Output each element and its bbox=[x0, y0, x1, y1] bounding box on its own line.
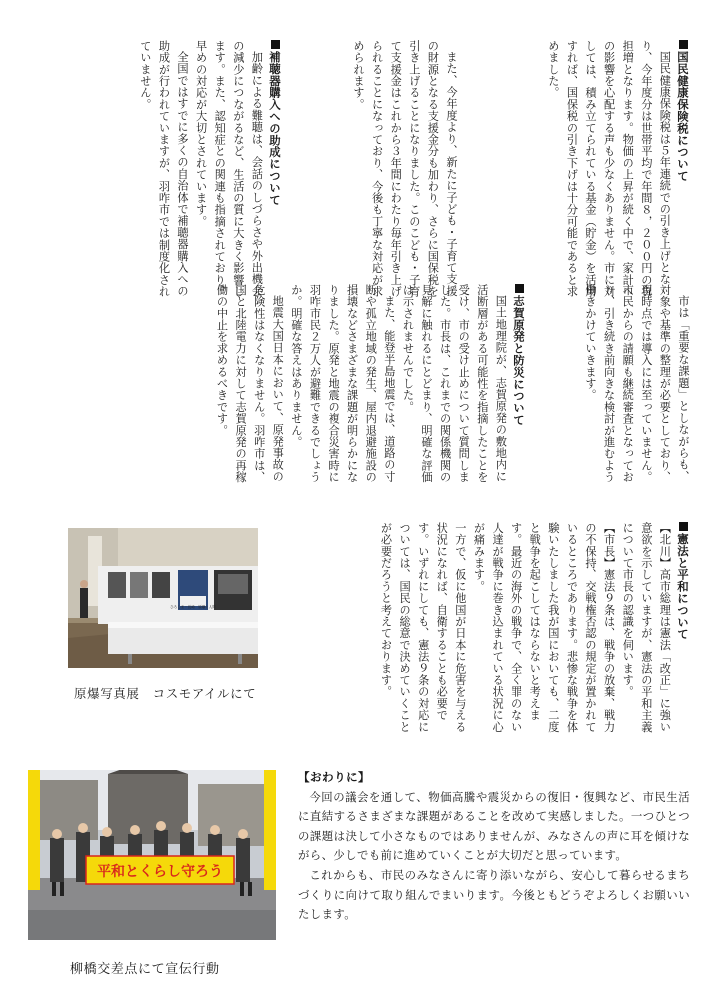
exhibit-photo bbox=[68, 528, 258, 668]
paragraph: 一方で、仮に他国が日本に危害を与える状況になれば、自衛することも必要です。いずれにしても、憲法９条の対応については、国民の総意で決めていくことが必要だろうと考えております。 bbox=[379, 522, 467, 733]
closing-paragraph: これからも、市民のみなさんに寄り添いながら、安心して暮らせるまちづくりに向けて取り組んでまいります。今後ともどうぞよろしくお願いいたします。 bbox=[298, 867, 690, 922]
paragraph: 地震大国日本において、原発事故の危険性はなくなりません。羽咋市は、国と北陸電力に対して志賀原発の再稼働の中止を求めるべきです。 bbox=[215, 284, 285, 483]
paragraph: 加齢による難聴は、会話のしづらさや外出機会の減少につながるなど、生活の質に大きく影響します。また、認知症との関連も指摘されており、早めの対応が大切とされています。 bbox=[194, 40, 264, 298]
section-constitution bbox=[296, 522, 692, 744]
rally-photo bbox=[28, 770, 276, 940]
rally-banner-text: 平和とくらし守ろう bbox=[97, 864, 223, 880]
paragraph: 市は「重要な課題」としながらも、対象や基準の整理が必要としており、現時点では導入には至っていません。市民からの請願も継続審査となっており、引き続き前向きな検討が進むよう働きかけていきます。 bbox=[584, 284, 690, 483]
paragraph: また、能登半島地震では、道路の寸断や孤立地域の発生、屋内退避施設の損壊などさまざまな課題が明らかになりました。原発と地震の複合災害時に羽咋市民２万人が避難できるでしょうか。明確な答えはありません。 bbox=[289, 284, 396, 483]
section-hearing-aid bbox=[44, 40, 284, 302]
paragraph: 国民健康保険税は５年連続での引き上げとなり、今年度分は世帯平均で年間８，２００円の負担増となります。物価の上昇が続く中で、家計への影響を心配する声も少なくありません。市に対しては、積み立てられている基金（貯金）を活用すれば、国保税の引き下げは十分可能であると求めました。 bbox=[546, 40, 672, 298]
section-shika-nuclear bbox=[96, 284, 528, 494]
section-title-hearing-aid: 補聴器購入への助成について bbox=[265, 40, 284, 302]
section-title-constitution: 憲法と平和について bbox=[673, 522, 692, 744]
paragraph: 全国ではすでに多くの自治体で補聴器購入への助成が行われていますが、羽咋市では制度化されていません。 bbox=[138, 40, 190, 298]
section-health-insurance bbox=[462, 40, 692, 302]
section-title-health-insurance: 国民健康保険税について bbox=[673, 40, 692, 302]
paragraph: 【北川】高市総理は憲法「改正」に強い意欲を示していますが、憲法の平和主義について市長の認識を伺います。 bbox=[621, 522, 672, 733]
paragraph: 【市長】憲法９条は、戦争の放棄、戦力の不保持、交戦権否認の規定が置かれているところであります。悲惨な戦争を体験いたしました我が国においても、二度と戦争を起こしてはならないと考えます。最近の海外の戦争で、全く罪のない人達が戦争に巻き込まれている状況に心が痛みます。 bbox=[472, 522, 616, 733]
closing-section bbox=[298, 768, 690, 925]
paragraph: 国土地理院が、志賀原発の敷地内に活断層がある可能性を指摘したことを受け、市の受け止めについて質問しました。市長は、これまでの関係機関の見解に触れるにとどまり、明確な評価は示されませんでした。 bbox=[401, 284, 508, 483]
section-hearing-aid-response bbox=[530, 284, 692, 494]
rally-caption: 柳橋交差点にて宣伝行動 bbox=[70, 962, 220, 977]
section-health-insurance-cont bbox=[300, 40, 460, 302]
exhibit-caption: 原爆写真展 コスモアイルにて bbox=[74, 686, 257, 701]
paragraph: また、今年度より、新たに子ども・子育て支援の財源となる支援金分も加わり、さらに国保税を引き上げることになりました。このこども・子育て支援金はこれから３年間にわたり毎年引き上げられることになっており、今後も丁寧な対応が求められます。 bbox=[352, 40, 458, 298]
closing-title: 【おわりに】 bbox=[298, 770, 370, 784]
section-title-shika: 志賀原発と防災について bbox=[509, 284, 528, 494]
closing-paragraph: 今回の議会を通して、物価高騰や震災からの復旧・復興など、市民生活に直結するさまざまな課題があることを改めて実感しました。一つひとつの課題は決して小さなものではありませんが、みなさんの声に耳を傾けながら、少しでも前に進めていくことが大切だと思っています。 bbox=[298, 789, 690, 863]
exhibit-board-label: ひろしま・長崎 原爆と人間 bbox=[170, 605, 216, 609]
